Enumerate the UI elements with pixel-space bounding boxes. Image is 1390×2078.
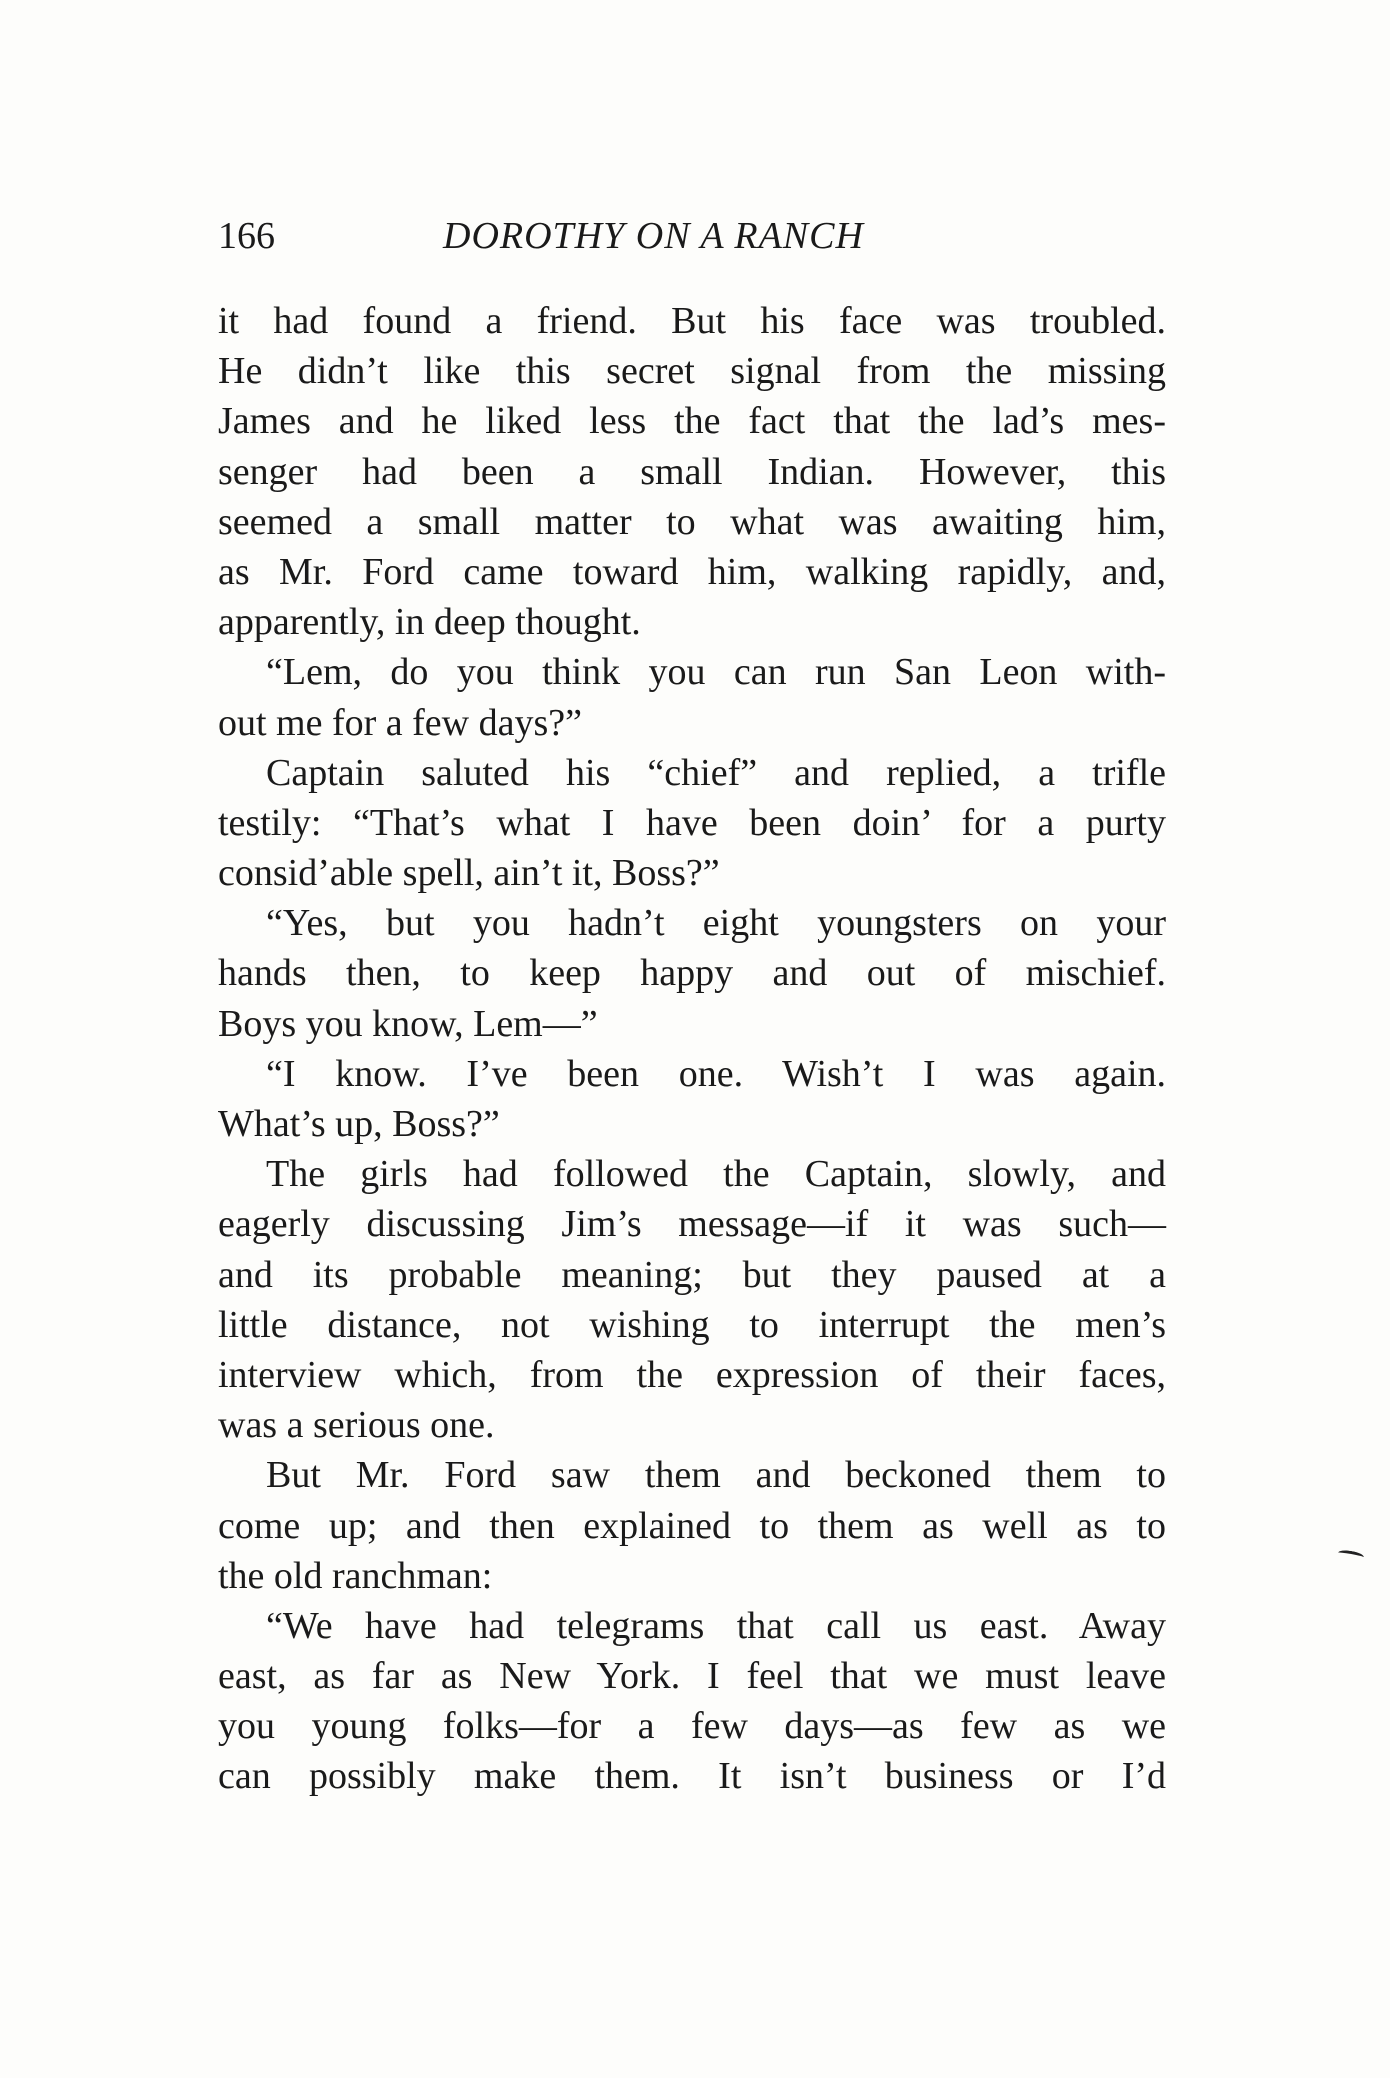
- running-title: DOROTHY ON A RANCH: [443, 215, 864, 257]
- text-line: interview which, from the expression of their faces,: [218, 1353, 1166, 1396]
- text-line: can possibly make them. It isn’t business or I’d: [218, 1755, 1166, 1798]
- page-number: 166: [218, 215, 275, 257]
- text-line: hands then, to keep happy and out of mischief.: [218, 952, 1166, 995]
- text-line: But Mr. Ford saw them and beckoned them to: [266, 1454, 1166, 1497]
- body-text: [218, 296, 1166, 1802]
- text-line: eagerly discussing Jim’s message—if it was such—: [218, 1203, 1166, 1246]
- text-line: east, as far as New York. I feel that we must leave: [218, 1655, 1166, 1698]
- text-line: out me for a few days?”: [218, 701, 583, 744]
- text-line: Captain saluted his “chief” and replied, a trifle: [266, 751, 1166, 794]
- text-line: the old ranchman:: [218, 1554, 493, 1597]
- text-line: James and he liked less the fact that the lad’s mes-: [218, 400, 1166, 443]
- text-line: “Lem, do you think you can run San Leon with-: [266, 651, 1166, 694]
- margin-mark: [1338, 1549, 1365, 1561]
- text-line: and its probable meaning; but they paused at a: [218, 1253, 1166, 1296]
- text-line: senger had been a small Indian. However, this: [218, 450, 1166, 493]
- text-line: as Mr. Ford came toward him, walking rapidly, and,: [218, 550, 1166, 593]
- text-line: testily: “That’s what I have been doin’ for a purty: [218, 801, 1166, 844]
- text-line: “Yes, but you hadn’t eight youngsters on your: [266, 902, 1166, 945]
- text-line: seemed a small matter to what was awaiting him,: [218, 500, 1166, 543]
- text-line: apparently, in deep thought.: [218, 601, 641, 644]
- text-line: was a serious one.: [218, 1404, 495, 1447]
- text-line: little distance, not wishing to interrupt the men’s: [218, 1303, 1166, 1346]
- text-line: come up; and then explained to them as well as to: [218, 1504, 1166, 1547]
- text-line: He didn’t like this secret signal from the missing: [218, 350, 1166, 393]
- text-line: you young folks—for a few days—as few as we: [218, 1705, 1166, 1748]
- text-line: it had found a friend. But his face was troubled.: [218, 300, 1166, 342]
- text-line: consid’able spell, ain’t it, Boss?”: [218, 852, 720, 895]
- page-header: [218, 214, 1158, 264]
- text-line: What’s up, Boss?”: [218, 1103, 500, 1145]
- text-line: Boys you know, Lem—”: [218, 1002, 598, 1045]
- text-line: “We have had telegrams that call us east. Away: [266, 1604, 1166, 1647]
- text-line: The girls had followed the Captain, slowly, and: [266, 1153, 1166, 1196]
- text-line: “I know. I’ve been one. Wish’t I was again.: [266, 1052, 1166, 1095]
